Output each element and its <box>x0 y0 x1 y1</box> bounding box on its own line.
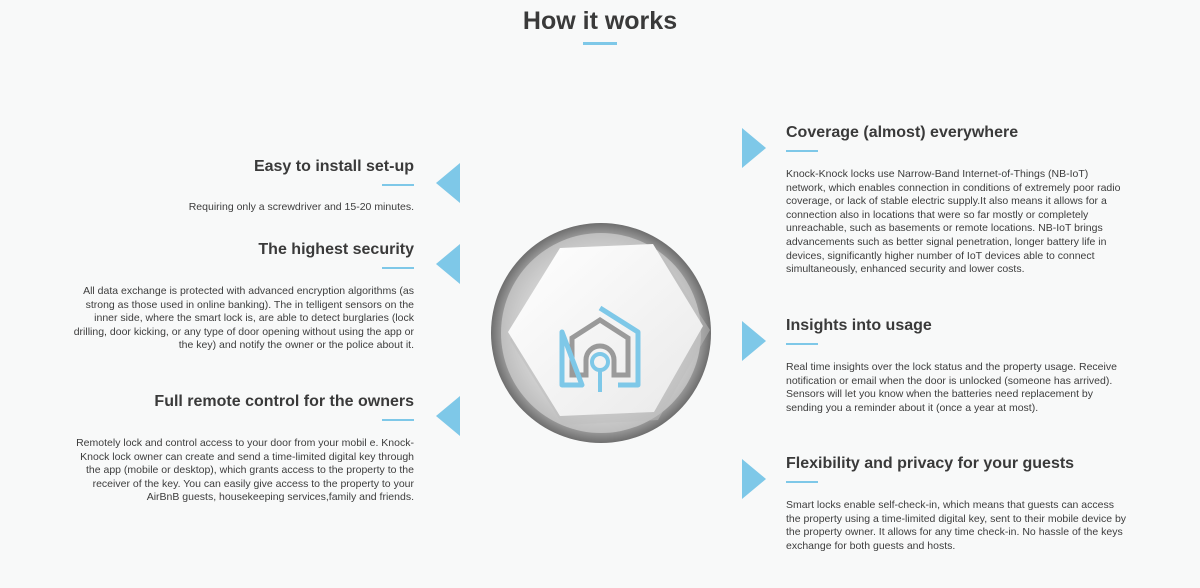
feature-remote-text: Remotely lock and control access to your door from your mobil e. Knock-Knock lock owner can create and send a time-limited digital key through the app (mobile or desktop), which grants access to the property to the receiver of the key. You can easily give access to the property to your AirBnB guests, housekeeping services,family and friends. <box>76 437 414 504</box>
triangle-left-icon <box>436 396 460 436</box>
feature-flexibility-text: Smart locks enable self-check-in, which means that guests can access the property using a time-limited digital key, sent to their mobile device by the property owner. It allows for any time check-in. No hassle of the keys exchange for both guests and hosts. <box>786 499 1127 552</box>
feature-flexibility-title: Flexibility and privacy for your guests <box>786 455 1075 472</box>
feature-insights <box>786 316 1130 415</box>
feature-insights-title: Insights into usage <box>786 317 932 334</box>
feature-security <box>70 240 414 353</box>
feature-remote <box>70 392 414 505</box>
smart-lock-image <box>488 220 714 446</box>
triangle-left-icon <box>436 163 460 203</box>
feature-insights-text: Real time insights over the lock status and the property usage. Receive notification or email when the door is unlocked (someone has arrived). Sensors will let you know when the batteries need replacement by sending you a reminder about it (once a year at most). <box>786 361 1117 414</box>
triangle-right-icon <box>742 321 766 361</box>
feature-coverage-title: Coverage (almost) everywhere <box>786 124 1019 141</box>
feature-remote-underline <box>382 419 414 421</box>
feature-security-title: The highest security <box>258 241 414 258</box>
title-underline <box>583 42 617 45</box>
feature-flexibility <box>786 454 1130 553</box>
feature-install <box>100 157 414 215</box>
triangle-right-icon <box>742 459 766 499</box>
feature-security-text: All data exchange is protected with advanced encryption algorithms (as strong as those used in online banking). The in telligent sensors on the inner side, where the smart lock is, are able to detect burglaries (lock drilling, door kicking, or any type of door opening without using the app or the key) and notify the owner or the police about it. <box>73 285 414 352</box>
feature-coverage <box>786 123 1130 277</box>
triangle-left-icon <box>436 244 460 284</box>
page-title: How it works <box>522 7 678 35</box>
feature-install-underline <box>382 184 414 186</box>
feature-remote-title: Full remote control for the owners <box>154 393 414 410</box>
feature-coverage-underline <box>786 150 818 152</box>
triangle-right-icon <box>742 128 766 168</box>
feature-coverage-text: Knock-Knock locks use Narrow-Band Internet-of-Things (NB-IoT) network, which enables connection in conditions of extremely poor radio coverage, or lack of stable electric supply.It also means it allows for a connection also in locations that were so far mostly or completely unreachable, such as basements or remote locations. NB-IoT brings advancements such as better signal penetration, longer battery life in devices, significantly higher number of IoT devices able to connect simultaneously, enhanced security and lower costs. <box>786 168 1121 276</box>
feature-insights-underline <box>786 343 818 345</box>
feature-flexibility-underline <box>786 481 818 483</box>
feature-install-text: Requiring only a screwdriver and 15-20 minutes. <box>188 201 414 213</box>
feature-security-underline <box>382 267 414 269</box>
feature-install-title: Easy to install set-up <box>253 158 414 175</box>
